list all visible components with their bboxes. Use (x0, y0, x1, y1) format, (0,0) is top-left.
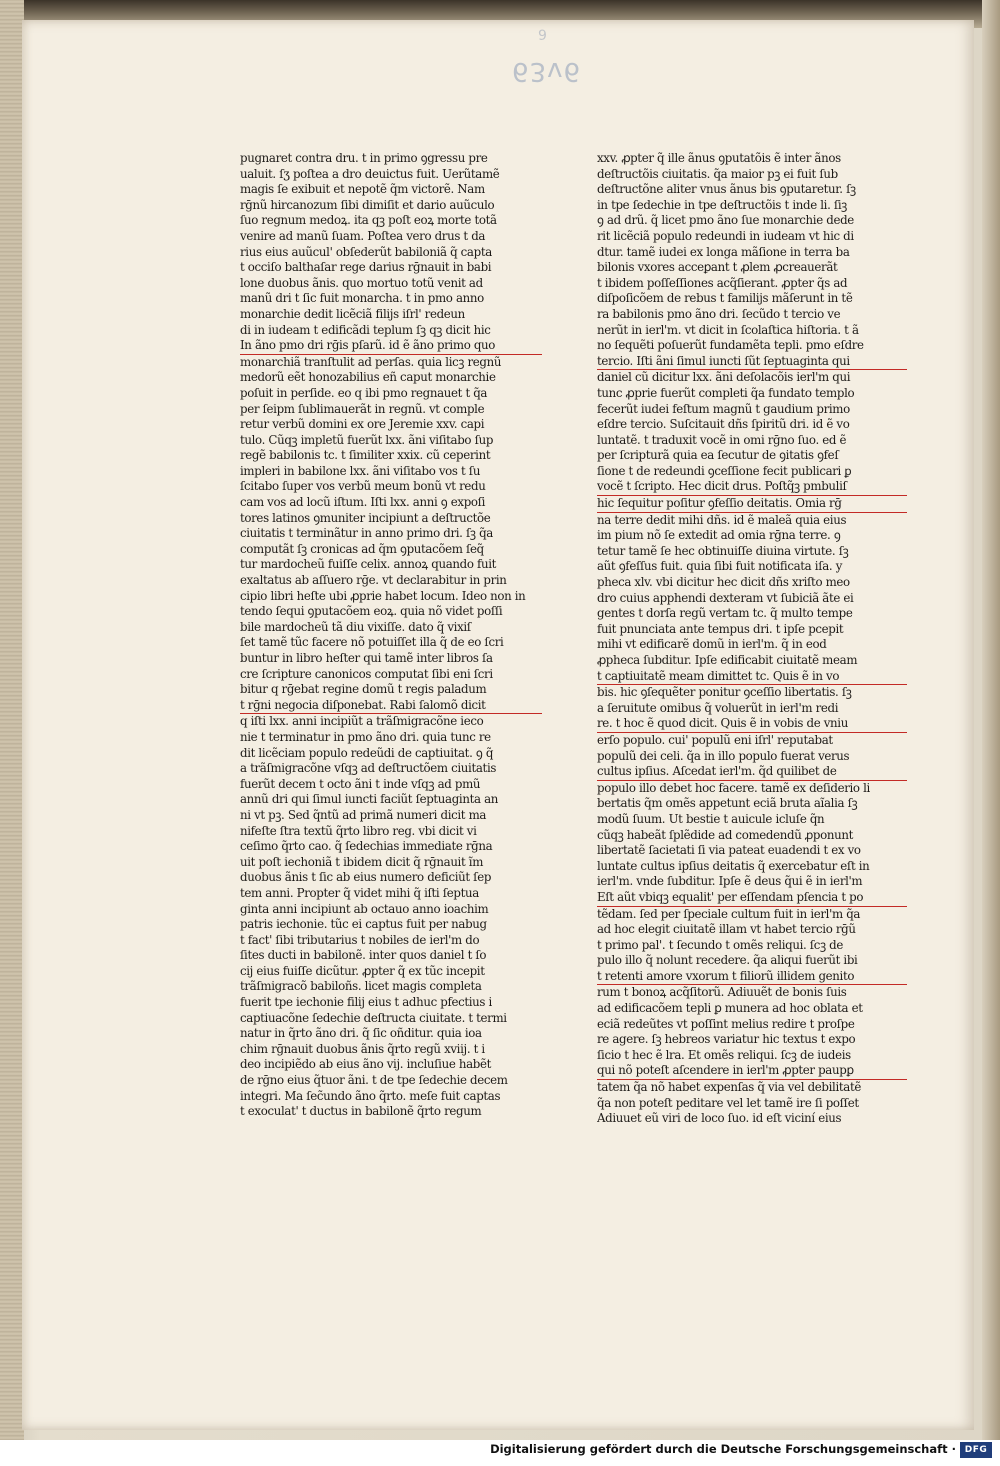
text-line: tur mardocheũ fuiſſe celix. annoꝝ quando fuit (240, 557, 497, 572)
text-line: t rḡni negocia diſponebat. Rabi ſalomõ dicit (240, 698, 542, 715)
text-line: q̃a non poteſt peditare vel let tamẽ ire ſi poſſet (597, 1095, 859, 1110)
text-line: bertatis q̃m omẽs appetunt eciã bruta aĩalia ſꝫ (597, 796, 858, 811)
text-line: medorũ eẽt honozabilius eñ caput monarchie (240, 370, 496, 385)
text-line: captiuacõne ſedechie deſtructa ciuitate. t termi (240, 1010, 507, 1025)
text-line: eciã redeũtes vt poſſint melius redire t proſpe (597, 1016, 855, 1031)
text-line: dro cuius apphendi dexteram vt ſubiciã ãte ei (597, 590, 854, 605)
text-line: tetur tamẽ ſe hec obtinuiſſe diuina virtute. ſꝫ (597, 543, 849, 558)
text-line: magis ſe exibuit et nepotẽ q̃m victorẽ. Nam (240, 182, 485, 197)
text-line: Eſt aũt vbiqꝫ equalit' per eſſendam pſencia t po (597, 890, 907, 907)
text-line: cij eius fuiſſe dicũtur. ꝓpter q̃ ex tũc incepit (240, 963, 485, 978)
text-line: In ãno pmo dri rḡis pſarũ. id ẽ ãno primo quo (240, 338, 542, 355)
text-line: per ſcripturã quia ea ſecutur de ꝯitatis ꝯfeſ (597, 448, 839, 463)
text-line: tendo ſequi ꝯputacõem eoꝝ. quia nõ videt poſſi (240, 604, 503, 619)
text-line: t ibidem poſſeſſiones acq̃ſierant. ꝓpter q̃s ad (597, 275, 848, 290)
text-line: xxv. ꝓpter q̃ ille ãnus ꝯputatõis ẽ inter ãnos (597, 151, 841, 165)
text-line: cũqꝫ habeãt ſplẽdide ad comedendũ ꝓponunt (597, 827, 854, 842)
text-line: ginta anni incipiunt ab octauo anno ioachim (240, 901, 489, 916)
text-line: rḡnũ hircanozum ſibi dimiſit et dario auũculo (240, 197, 495, 212)
text-line: luntate cultus ipſius deitatis q̃ exercebatur eſt in (597, 858, 870, 873)
text-line: monarchie dedit licẽciã filijs iſrl' redeun (240, 306, 465, 321)
text-line: pheca xlv. vbi dicitur hec dicit dñs xriſto meo (597, 575, 850, 590)
text-line: eſdre tercio. Suſcitauit dñs ſpiritũ dri. id ẽ vo (597, 417, 850, 432)
text-line: ad edificacõem tepli ꝑ munera ad hoc oblata et (597, 1001, 863, 1016)
text-line: t retenti amore vxorum t filiorũ illidem genito (597, 969, 907, 986)
text-line: ra babilonis pmo ãno dri. ſecũdo t tercio ve (597, 306, 841, 321)
text-line: nifeſte ſtra textũ q̃rto libro reg. vbi dicit vi (240, 823, 477, 838)
text-line: ad hoc elegit ciuitatẽ illam vt habet tercio rḡũ (597, 922, 856, 937)
text-line: deſtructõis ciuitatis. q̃a maior pꝫ ei fuit ſub (597, 166, 838, 181)
text-line: patris iechonie. tũc ei captus fuit per nabug (240, 917, 487, 932)
text-line: poſuit in perſide. eo q ibi pmo regnauet t q̃a (240, 385, 488, 400)
text-line: deo incipiẽdo ab eius ãno vij. incluſiue habẽt (240, 1057, 492, 1072)
text-line: venire ad manũ ſuam. Poſtea vero drus t da (240, 228, 486, 243)
page-stack-right (982, 0, 1000, 1440)
text-line: ſione t de redeundi ꝯceſſione fecit publicari ꝑ (597, 463, 852, 478)
text-line: modũ ſuum. Ut bestie t auicule icluſe q̃n (597, 811, 825, 826)
text-line: retur verbũ domini ex ore Jeremie xxv. capi (240, 417, 485, 432)
text-line: ceſimo q̃rto cao. q̃ ſedechias immediate rḡna (240, 839, 493, 854)
text-line: bis. hic ꝯſequẽter ponitur ꝯceſſio libertatis. ſꝫ (597, 685, 852, 700)
text-line: annũ dri qui ſimul iuncti faciũt ſeptuaginta an (240, 792, 499, 807)
text-line: ꝯ ad drũ. q̃ licet pmo ãno ſue monarchie dede (597, 213, 854, 228)
text-line: fuerit tpe iechonie filij eius t adhuc pfectius i (240, 995, 492, 1010)
text-line: libertatẽ ſacietati ſi via pateat euadendi t ex vo (597, 843, 861, 858)
text-line: ſet tamẽ tũc facere nõ potuiſſet illa q̃ de eo ſcri (240, 635, 504, 650)
text-line: per ſeipm ſublimauerãt in regnũ. vt comple (240, 401, 485, 416)
text-line: t fact' ſibi tributarius t nobiles de ierl'm do (240, 932, 480, 947)
text-line: bile mardocheũ tã diu vixiſſe. dato q̃ vixiſ (240, 619, 471, 634)
text-line: vocẽ t ſcripto. Hec dicit drus. Poſtq̃ꝫ pmbuliſ (597, 479, 907, 496)
text-line: ꝓpheca ſubditur. Ipſe edificabit ciuitatẽ meam (597, 653, 858, 667)
text-line: bitur q rḡebat regine domũ t regis paladum (240, 682, 487, 697)
text-line: cipio libri heſte ubi ꝓprie habet locum. Ideo non in (240, 588, 526, 603)
text-line: erſo populo. cui' populũ eni iſrl' reputabat (597, 732, 833, 747)
text-line: t primo pal'. t ſecundo t omẽs reliqui. ſcꝫ de (597, 937, 843, 952)
text-line: a trãſmigracõne vſqꝫ ad deſtructõem ciuitatis (240, 761, 497, 776)
text-line: tulo. Cũqꝫ impletũ fuerũt lxx. ãni viſitabo ſup (240, 432, 494, 447)
text-line: computãt ſꝫ cronicas ad q̃m ꝯputacõem ſeq̃ (240, 541, 484, 556)
text-line: cre ſcripture canonicos computat ſibi eni ſcri (240, 666, 493, 681)
text-line: fecerũt iudei feſtum magnũ t gaudium primo (597, 401, 850, 416)
text-line: cultus ipſius. Aſcedat ierl'm. q̃d quilibet de (597, 764, 907, 781)
text-line: tatem q̃a nõ habet expenſas q̃ via vel debilitatẽ (597, 1080, 861, 1095)
page-stack-left (0, 0, 24, 1440)
text-line: uit poſt iechoniã t ibidem dicit q̃ rḡnauit ĩm (240, 854, 484, 869)
text-line: ſicio t hec ẽ lra. Et omẽs reliqui. ſcꝫ de iudeis (597, 1047, 851, 1062)
text-line: qui nõ poteſt aſcendere in ierl'm ꝓpter paupꝑ (597, 1063, 907, 1080)
folio-small-mark: 9 (538, 28, 547, 44)
text-line: ualuit. ſʒ poſtea a dro deuictus fuit. Uerũtamẽ (240, 166, 500, 181)
text-line: tores latinos ꝯmuniter incipiunt a deſtructõe (240, 510, 491, 525)
text-line: populũ dei celi. q̃a in illo populo fuerat verus (597, 748, 850, 763)
text-line: diſpoſicõem de rebus t familijs mãſerunt in tẽ (597, 291, 853, 306)
text-line: t captiuitatẽ meam dimittet tc. Quis ẽ in vo (597, 669, 907, 686)
text-line: in tpe ſedechie in tpe deſtructõis t inde li. ſiꝫ (597, 197, 847, 212)
text-line: luntatẽ. t traduxit vocẽ in omi rḡno ſuo. ed ẽ (597, 432, 847, 447)
text-line: di in iudeam t edificãdi teplum ſꝫ qꝫ dicit hic (240, 322, 491, 337)
text-line: daniel cũ dicitur lxx. ãni deſolacõis ierl'm qui (597, 370, 851, 385)
text-line: ciuitatis t terminãtur in anno primo dri. ſꝫ q̃a (240, 526, 493, 541)
text-line: no ſequẽti poſuerũt fundamẽta tepli. pmo eſdre (597, 338, 864, 353)
text-line: ſites ducti in babilonẽ. inter quos daniel t ſo (240, 948, 487, 963)
text-line: na terre dedit mihi dñs. id ẽ maleã quia eius (597, 512, 847, 527)
folio-mark: 63v6 (512, 56, 582, 86)
text-line: fuerũt decem t octo ãni t inde vſqꝫ ad pmũ (240, 776, 481, 791)
text-line: de rḡno eius q̃tuor ãni. t de tpe ſedechie decem (240, 1073, 508, 1088)
text-line: pugnaret contra dru. t in primo ꝯgressu pre (240, 151, 488, 165)
text-line: ſuo regnum medoꝝ. ita qꝫ poſt eoꝝ morte totã (240, 213, 497, 228)
text-line: aũt ꝯfeſſus fuit. quia ſibi fuit notificata iſa. y (597, 559, 843, 574)
text-line: Adiuuet eũ viri de loco ſuo. id eſt viciní eius (597, 1111, 842, 1126)
text-line: gentes t dorſa regũ vertam tc. q̃ multo tempe (597, 606, 853, 621)
text-line: mihi vt edificarẽ domũ in ierl'm. q̃ in eod (597, 637, 827, 652)
text-line: tercio. Iſti ãni ſimul iuncti ſũt ſeptuaginta qui (597, 354, 907, 371)
text-line: q iſti lxx. anni incipiũt a trãſmigracõne ieco (240, 714, 484, 729)
footer-credit: Digitalisierung gefördert durch die Deutsche Forschungsgemeinschaft · (490, 1442, 956, 1456)
text-line: dtur. tamẽ iudei ex longa mãſione in terra ba (597, 244, 850, 259)
text-line: dit licẽciam populo redeũdi de captiuitat. ꝯ q̃ (240, 745, 494, 760)
dfg-logo: DFG (960, 1442, 992, 1458)
text-column-right (597, 151, 907, 1127)
text-line: t exoculat' t ductus in babilonẽ q̃rto regum (240, 1104, 482, 1119)
text-line: re. t hoc ẽ quod dicit. Quis ẽ in vobis de vniu (597, 716, 907, 733)
text-line: rit licẽciã populo redeundi in iudeam vt hic di (597, 228, 854, 243)
text-line: tẽdam. ſed per ſpeciale cultum fuit in ierl'm q̃a (597, 906, 861, 921)
text-line: tem anni. Propter q̃ videt mihi q̃ iſti ſeptua (240, 885, 479, 900)
text-line: deſtructõne aliter vnus ãnus bis ꝯputaretur. ſꝫ (597, 182, 856, 197)
text-line: lone duobus ãnis. quo mortuo totũ venit ad (240, 275, 483, 290)
text-line: natur in q̃rto ãno dri. q̃ ſic oñditur. quia ioa (240, 1026, 482, 1041)
text-line: ſcitabo ſuper vos verbũ meum bonũ vt redu (240, 479, 486, 494)
text-column-left (240, 151, 542, 1120)
text-line: buntur in libro heſter qui tamẽ inter libros ſa (240, 651, 493, 665)
text-line: impleri in babilone lxx. ãni viſitabo vos t ſu (240, 463, 481, 478)
text-line: chim rḡnauit duobus ãnis q̃rto regũ xviij. t i (240, 1041, 485, 1056)
text-line: populo illo debet hoc facere. tamẽ ex deſiderio li (597, 780, 870, 795)
text-line: regẽ babilonis tc. t ſimiliter xxix. cũ ceperint (240, 448, 491, 463)
text-line: nie t terminatur in pmo ãno dri. quia tunc re (240, 729, 491, 744)
text-line: monarchiã tranſtulit ad perſas. quia licꝫ regnũ (240, 354, 502, 369)
text-line: rius eius auũcul' obſederũt babiloniã q̃ capta (240, 244, 492, 259)
text-line: bilonis vxores acceꝑant t ꝓlem ꝓcreauerãt (597, 260, 838, 275)
text-line: im pium nõ ſe extedit ad omia rḡna terre. ꝯ (597, 528, 841, 543)
text-line: trãſmigracõ babiloñs. licet magis completa (240, 979, 482, 994)
text-line: duobus ãnis t ſic ab eius numero deficiũt ſep (240, 870, 492, 885)
text-line: cam vos ad locũ iſtum. Iſti lxx. anni ꝯ expoſi (240, 495, 486, 510)
text-line: pulo illo q̃ nolunt recedere. q̃a aliqui fuerũt ibi (597, 953, 858, 968)
text-line: ierl'm. vnde ſubditur. Ipſe ẽ deus q̃ui ẽ in ierl'm (597, 874, 863, 889)
text-line: rum t bonoꝝ acq̃ſitorũ. Adiuuẽt de bonis ſuis (597, 985, 847, 1000)
text-line: ni vt pꝫ. Sed q̃ntũ ad primã numeri dicit ma (240, 807, 487, 822)
text-line: nerũt in ierl'm. vt dicit in ſcolaſtica hiſtoria. t ã (597, 322, 859, 337)
text-line: fuit pnunciata ante tempus dri. t ipſe pcepit (597, 621, 844, 636)
text-line: a ſeruitute omibus q̃ voluerũt in ierl'm redi (597, 700, 839, 715)
text-line: tunc ꝓprie fuerũt completi q̃a fundato templo (597, 385, 855, 400)
text-line: hic ſequitur poſitur ꝯfeſſio deitatis. Omia rḡ (597, 496, 907, 513)
text-line: re agere. ſꝫ hebreos variatur hic textus t expo (597, 1032, 856, 1047)
text-line: manũ dri t ſic fuit monarcha. t in pmo anno (240, 291, 484, 306)
text-line: t occiſo balthaſar rege darius rḡnauit in babi (240, 260, 492, 275)
text-line: exaltatus ab aſſuero rḡe. vt declarabitur in prin (240, 573, 507, 588)
text-line: integri. Ma ſec̃undo ãno q̃rto. meſe fuit captas (240, 1088, 501, 1103)
